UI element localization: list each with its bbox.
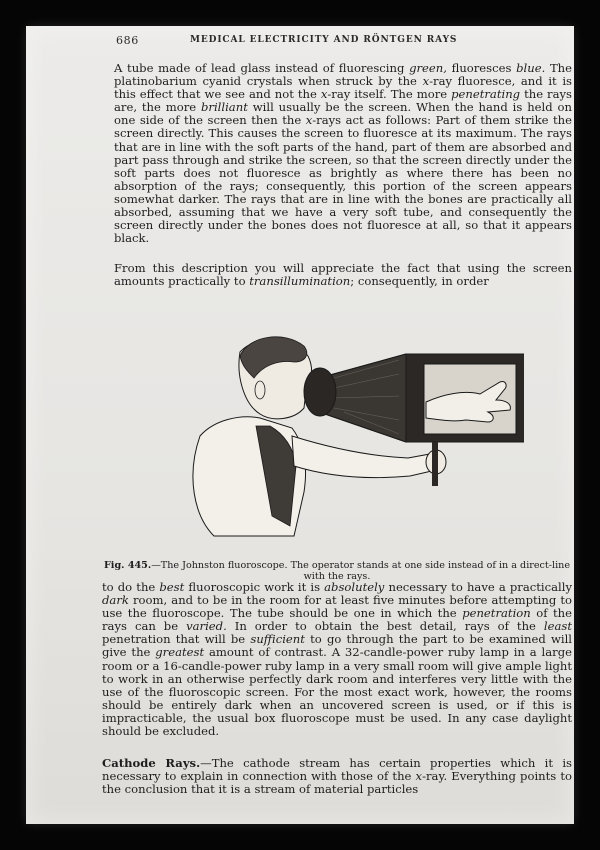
- paragraph-2: [114, 262, 572, 288]
- section-heading-cathode-rays: Cathode Rays.: [102, 756, 201, 770]
- paragraph-2-text: From this description you will appreciate the fact that using the screen amounts practically to transillumination; consequently, in order: [114, 261, 572, 289]
- running-head: [112, 34, 552, 50]
- page-number: 686: [116, 34, 139, 47]
- paragraph-3-text: to do the best fluoroscopic work it is absolutely necessary to have a practically dark room, and to be in the room for at least five minutes before attempting to use the fluoroscope. The tube should be one in which the penetration of the rays can be varied. In order to obtain the best detail, rays of the least penetration that will be sufficient to go through the part to be examined will give the greatest amount of contrast. A 32-candle-power ruby lamp in a large room or a 16-candle-power ruby lamp in a very small room will give ample light to work in an otherwise perfectly dark room and interferes very little with the use of the fluoroscopic screen. For the most exact work, however, the rooms should be entirely dark when an uncovered screen is used, or if this is impracticable, the usual box fluoroscope must be used. In any case daylight should be excluded.: [102, 580, 573, 739]
- caption-text: —The Johnston fluoroscope. The operator stands at one side instead of in a direct-line with the rays.: [151, 560, 570, 582]
- fluoroscope-illustration: [144, 316, 524, 556]
- paragraph-4-text: Cathode Rays.—The cathode stream has certain properties which it is necessary to explain in connection with those of the x-ray. Everything points to the conclusion that it is a stream of material particles: [102, 756, 572, 797]
- caption-label: Fig. 445.: [103, 560, 152, 571]
- paragraph-3: [102, 581, 572, 738]
- paragraph-1: [114, 62, 572, 245]
- figure-caption: [102, 560, 572, 582]
- running-title: MEDICAL ELECTRICITY AND RÖNTGEN RAYS: [190, 35, 458, 45]
- paragraph-1-text: A tube made of lead glass instead of fluorescing green, fluoresces blue. The platinobarium cyanid crystals when struck by the x-ray fluoresce, and it is this effect that we see and not the x-ray itself. The more penetrating the rays are, the more brilliant will usually be the screen. When the hand is held on one side of the screen then the x-rays act as follows: Part of them strike the screen directly. This causes the screen to fluoresce at its maximum. The rays that are in line with the soft parts of the hand, part of them are absorbed and part pass through and strike the screen, so that the screen directly under the soft parts does not fluoresce as brightly as where there has been no absorption of the rays; consequently, this portion of the screen appears somewhat darker. The rays that are in line with the bones are practically all absorbed, assuming that we have a very soft tube, and consequently the screen directly under the bones does not fluoresce at all, so that it appears black.: [114, 61, 573, 246]
- book-page: [26, 26, 574, 824]
- paragraph-4: [102, 757, 572, 796]
